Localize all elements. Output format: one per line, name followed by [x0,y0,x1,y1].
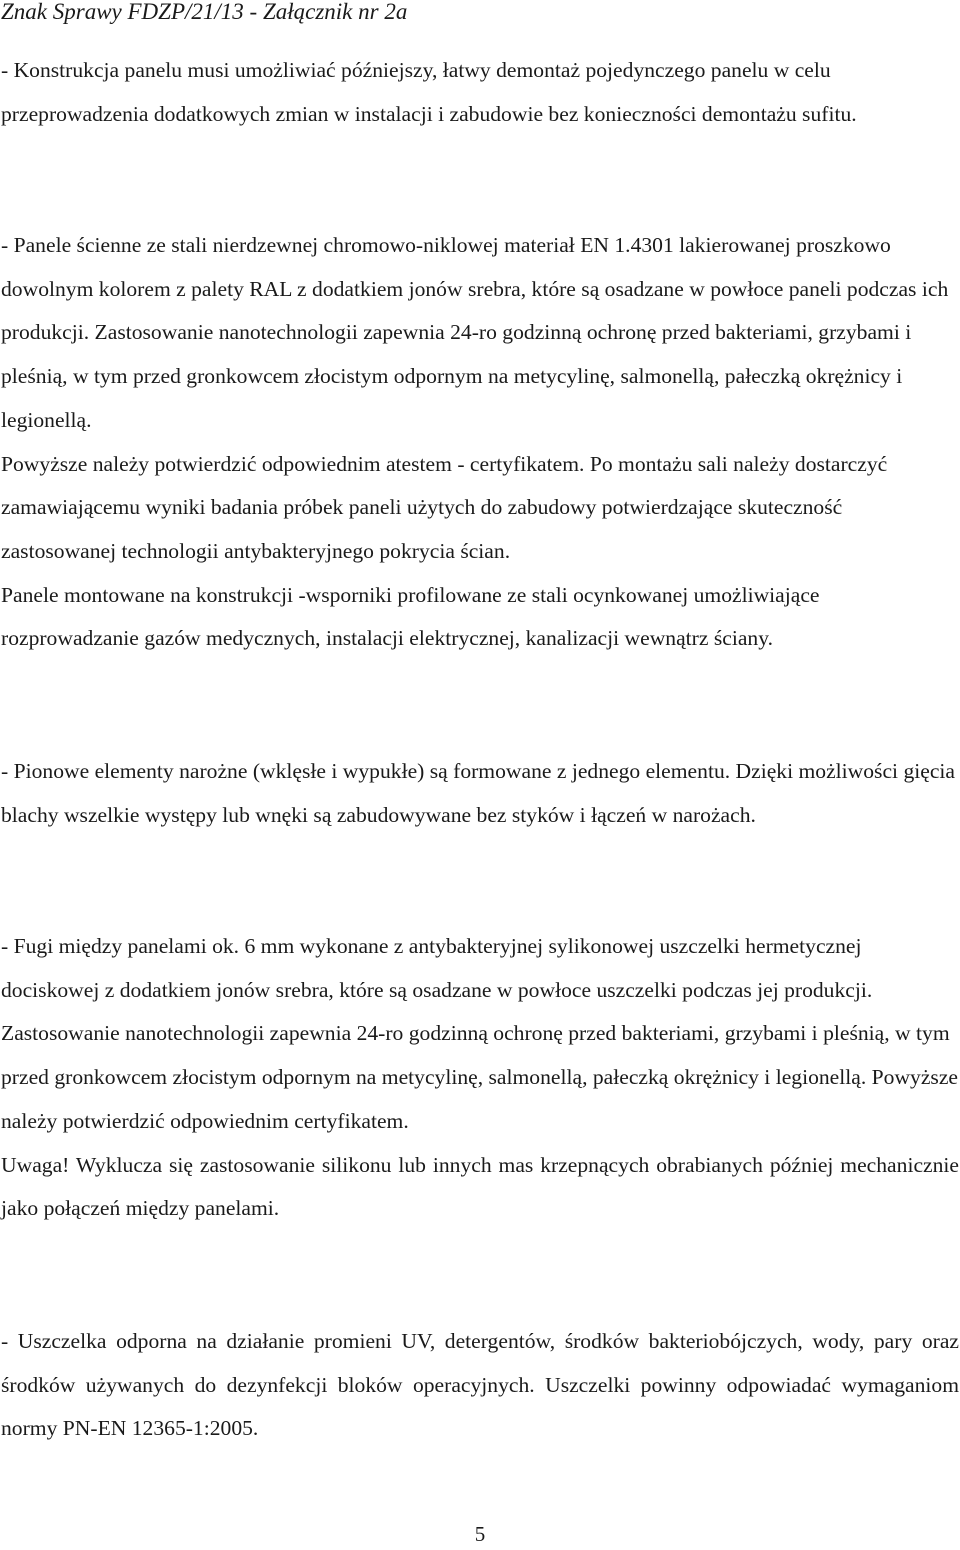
paragraph-text: - Konstrukcja panelu musi umożliwiać późniejszy, łatwy demontaż pojedynczego panelu w celu przeprowadzenia dodatkowych zmian w instalacji i zabudowie bez konieczności demontażu sufitu. [1,58,857,126]
paragraph-joints [1,925,959,1231]
paragraph-seal [1,1320,959,1451]
paragraph-text: - Fugi między panelami ok. 6 mm wykonane z antybakteryjnej sylikonowej uszczelki hermetycznej dociskowej z dodatkiem jonów srebra, które są osadzane w powłoce uszczelki podczas jej produkcji. Zastosowanie nanotechnologii zapewnia 24-ro godzinną ochronę przed bakteriami, grzybami i pleśnią, w tym przed gronkowcem złocistym odpornym na metycylinę, salmonellą, pałeczką okrężnicy i legionellą. Powyższe należy potwierdzić odpowiednim certyfikatem. [1,934,958,1133]
paragraph-panel-construction [1,49,959,136]
paragraph-corner-elements [1,750,959,837]
paragraph-text: - Uszczelka odporna na działanie promieni UV, detergentów, środków bakteriobójczych, wody, pary oraz środków używanych do dezynfekcji bloków operacyjnych. Uszczelki powinny odpowiadać wymaganiom normy PN-EN 12365-1:2005. [1,1329,959,1441]
paragraph-warning: Uwaga! Wyklucza się zastosowanie silikonu lub innych mas krzepnących obrabianych później mechanicznie jako połączeń między panelami. [1,1152,959,1221]
page-header: Znak Sprawy FDZP/21/13 - Załącznik nr 2a [1,0,408,24]
page-number: 5 [474,1522,486,1546]
paragraph-wall-panels [1,224,959,661]
paragraph-text: - Pionowe elementy narożne (wklęsłe i wypukłe) są formowane z jednego elementu. Dzięki możliwości gięcia blachy wszelkie występy lub wnęki są zabudowywane bez styków i łączeń w narożach. [1,759,955,827]
paragraph-text: - Panele ścienne ze stali nierdzewnej chromowo-niklowej materiał EN 1.4301 lakierowanej proszkowo dowolnym kolorem z palety RAL z dodatkiem jonów srebra, które są osadzane w powłoce paneli podczas ich produkcji. Zastosowanie nanotechnologii zapewnia 24-ro godzinną ochronę przed bakteriami, grzybami i pleśnią, w tym przed gronkowcem złocistym odpornym na metycylinę, salmonellą, pałeczką okrężnicy i legionellą. [1,233,949,432]
paragraph-text: Powyższe należy potwierdzić odpowiednim atestem - certyfikatem. Po montażu sali należy dostarczyć zamawiającemu wyniki badania próbek paneli użytych do zabudowy potwierdzające skuteczność zastosowanej technologii antybakteryjnego pokrycia ścian. [1,451,888,563]
paragraph-text: Panele montowane na konstrukcji -wsporniki profilowane ze stali ocynkowanej umożliwiające rozprowadzanie gazów medycznych, instalacji elektrycznej, kanalizacji wewnątrz ściany. [1,582,820,651]
